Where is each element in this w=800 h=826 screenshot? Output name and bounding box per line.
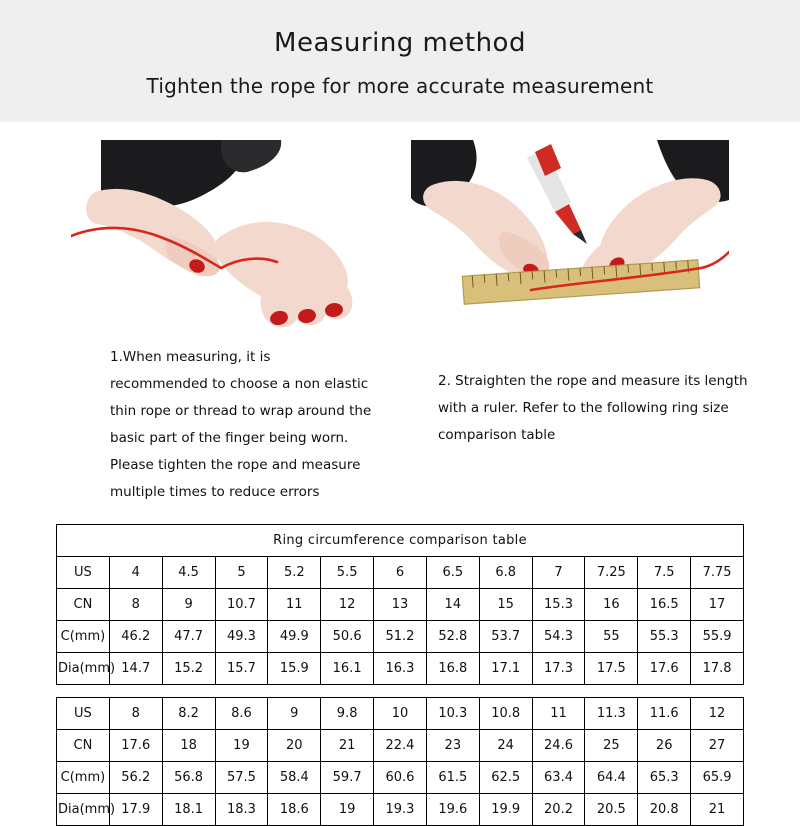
cell: 55 [585, 621, 638, 653]
cell: 10 [374, 698, 427, 730]
cell: 7.25 [585, 557, 638, 589]
cell: 47.7 [162, 621, 215, 653]
cell: 18.6 [268, 794, 321, 826]
photo-measure-ruler [411, 140, 729, 338]
cell: 5.5 [321, 557, 374, 589]
spacer-cell [57, 685, 744, 698]
cell: 54.3 [532, 621, 585, 653]
cell: 14.7 [109, 653, 162, 685]
cell: 9 [162, 589, 215, 621]
table-row [57, 557, 744, 589]
cell: 4 [109, 557, 162, 589]
cell: 15.3 [532, 589, 585, 621]
table-row [57, 762, 744, 794]
row-label: CN [57, 730, 110, 762]
cell: 20.5 [585, 794, 638, 826]
cell: 49.9 [268, 621, 321, 653]
cell: 17.5 [585, 653, 638, 685]
row-label: Dia(mm) [57, 653, 110, 685]
cell: 11.6 [638, 698, 691, 730]
cell: 24 [479, 730, 532, 762]
cell: 53.7 [479, 621, 532, 653]
cell: 16 [585, 589, 638, 621]
cell: 23 [426, 730, 479, 762]
cell: 18.3 [215, 794, 268, 826]
page-subtitle: Tighten the rope for more accurate measurement [146, 74, 654, 98]
cell: 11 [268, 589, 321, 621]
cell: 17.6 [638, 653, 691, 685]
cell: 20 [268, 730, 321, 762]
cell: 52.8 [426, 621, 479, 653]
caption-step-1: 1.When measuring, it is recommended to choose a non elastic thin rope or thread to wrap around the basic part of the finger being worn. Please tighten the rope and measure multiple times to reduce errors [110, 349, 372, 500]
cell: 7.75 [691, 557, 744, 589]
cell: 56.2 [109, 762, 162, 794]
cell: 8 [109, 589, 162, 621]
cell: 19 [215, 730, 268, 762]
cell: 18.1 [162, 794, 215, 826]
caption-step-2: 2. Straighten the rope and measure its length with a ruler. Refer to the following ring size comparison table [438, 373, 748, 443]
cell: 10.3 [426, 698, 479, 730]
table-row [57, 653, 744, 685]
cell: 16.8 [426, 653, 479, 685]
cell: 6 [374, 557, 427, 589]
cell: 7 [532, 557, 585, 589]
cell: 51.2 [374, 621, 427, 653]
cell: 5.2 [268, 557, 321, 589]
cell: 15.7 [215, 653, 268, 685]
cell: 21 [321, 730, 374, 762]
ring-size-table [56, 524, 744, 826]
cell: 16.3 [374, 653, 427, 685]
cell: 27 [691, 730, 744, 762]
table-row [57, 794, 744, 826]
cell: 8 [109, 698, 162, 730]
cell: 49.3 [215, 621, 268, 653]
cell: 7.5 [638, 557, 691, 589]
cell: 17.9 [109, 794, 162, 826]
photo-row [0, 122, 800, 338]
cell: 11 [532, 698, 585, 730]
cell: 55.9 [691, 621, 744, 653]
photo-measure-finger [71, 140, 389, 338]
page-title: Measuring method [274, 28, 526, 58]
cell: 4.5 [162, 557, 215, 589]
cell: 61.5 [426, 762, 479, 794]
cell: 12 [321, 589, 374, 621]
cell: 16.1 [321, 653, 374, 685]
row-label: C(mm) [57, 621, 110, 653]
cell: 21 [691, 794, 744, 826]
cell: 57.5 [215, 762, 268, 794]
cell: 19.9 [479, 794, 532, 826]
cell: 59.7 [321, 762, 374, 794]
cell: 17.1 [479, 653, 532, 685]
cell: 10.8 [479, 698, 532, 730]
cell: 63.4 [532, 762, 585, 794]
cell: 15.9 [268, 653, 321, 685]
cell: 11.3 [585, 698, 638, 730]
cell: 65.9 [691, 762, 744, 794]
cell: 9 [268, 698, 321, 730]
cell: 15.2 [162, 653, 215, 685]
cell: 17.3 [532, 653, 585, 685]
table-title-row [57, 525, 744, 557]
table-title: Ring circumference comparison table [57, 525, 744, 557]
cell: 19 [321, 794, 374, 826]
ring-size-table-wrap [0, 506, 800, 826]
cell: 20.8 [638, 794, 691, 826]
cell: 19.6 [426, 794, 479, 826]
row-label: Dia(mm) [57, 794, 110, 826]
cell: 65.3 [638, 762, 691, 794]
cell: 9.8 [321, 698, 374, 730]
table-row [57, 698, 744, 730]
row-label: US [57, 698, 110, 730]
cell: 5 [215, 557, 268, 589]
cell: 56.8 [162, 762, 215, 794]
cell: 6.5 [426, 557, 479, 589]
cell: 8.6 [215, 698, 268, 730]
cell: 55.3 [638, 621, 691, 653]
cell: 22.4 [374, 730, 427, 762]
cell: 10.7 [215, 589, 268, 621]
cell: 12 [691, 698, 744, 730]
cell: 62.5 [479, 762, 532, 794]
table-row [57, 589, 744, 621]
row-label: US [57, 557, 110, 589]
row-label: CN [57, 589, 110, 621]
header [0, 0, 800, 122]
cell: 16.5 [638, 589, 691, 621]
cell: 58.4 [268, 762, 321, 794]
cell: 17 [691, 589, 744, 621]
cell: 20.2 [532, 794, 585, 826]
cell: 25 [585, 730, 638, 762]
cell: 60.6 [374, 762, 427, 794]
cell: 50.6 [321, 621, 374, 653]
cell: 64.4 [585, 762, 638, 794]
cell: 6.8 [479, 557, 532, 589]
cell: 19.3 [374, 794, 427, 826]
row-label: C(mm) [57, 762, 110, 794]
cell: 17.8 [691, 653, 744, 685]
cell: 26 [638, 730, 691, 762]
cell: 24.6 [532, 730, 585, 762]
table-row [57, 730, 744, 762]
cell: 8.2 [162, 698, 215, 730]
table-spacer [57, 685, 744, 698]
cell: 17.6 [109, 730, 162, 762]
cell: 15 [479, 589, 532, 621]
cell: 46.2 [109, 621, 162, 653]
caption-row [0, 338, 800, 506]
cell: 14 [426, 589, 479, 621]
cell: 13 [374, 589, 427, 621]
cell: 18 [162, 730, 215, 762]
table-row [57, 621, 744, 653]
